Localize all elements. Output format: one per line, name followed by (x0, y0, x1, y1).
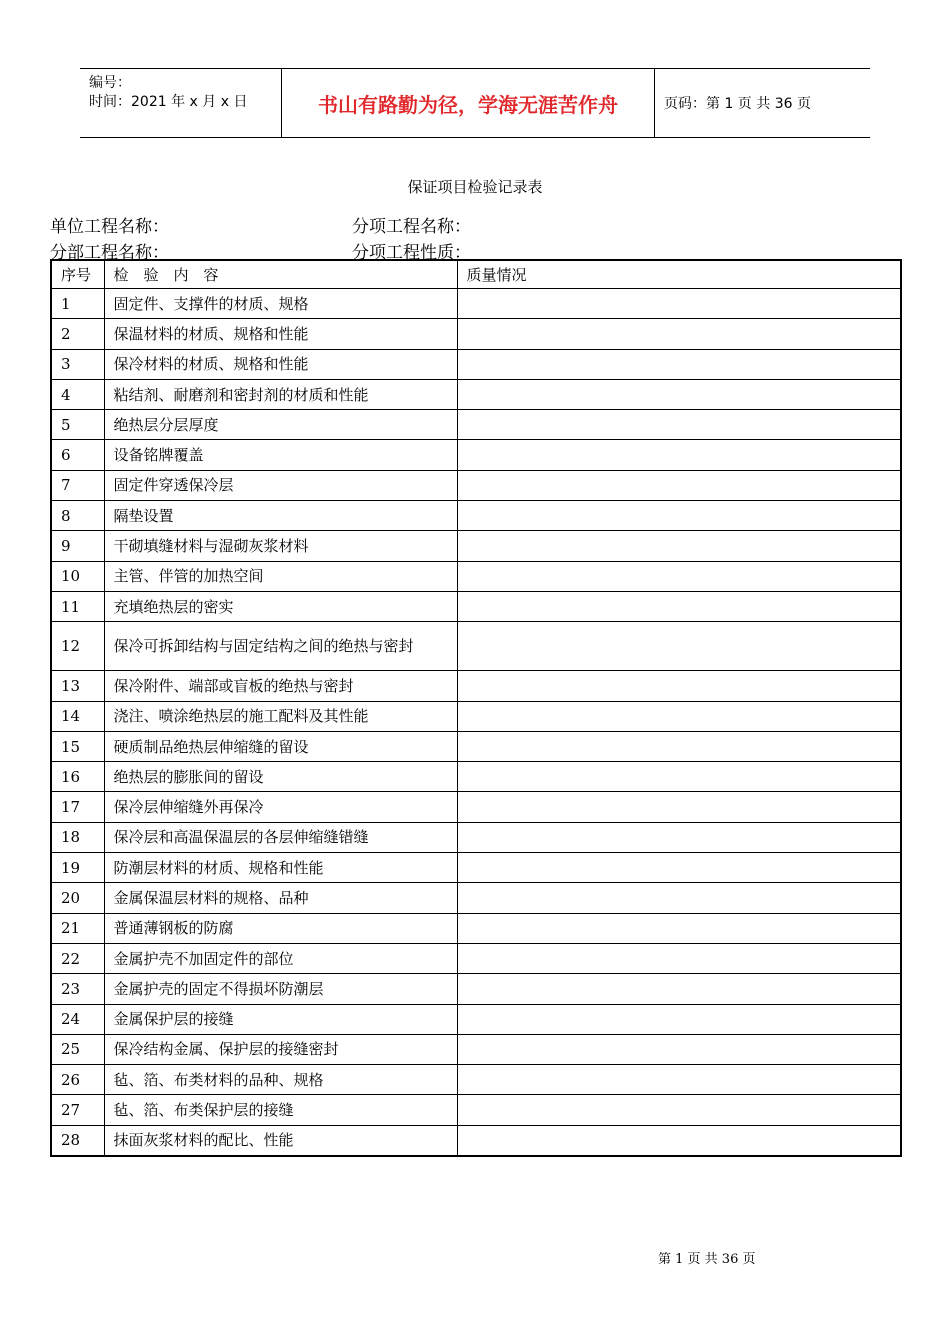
header-divider (654, 69, 655, 137)
row-quality-status[interactable] (457, 1065, 901, 1095)
row-inspection-content: 浇注、喷涂绝热层的施工配料及其性能 (104, 701, 457, 731)
table-row (51, 1095, 901, 1125)
table-row (51, 943, 901, 973)
table-row (51, 591, 901, 621)
row-inspection-content: 普通薄钢板的防腐 (104, 913, 457, 943)
row-inspection-content: 毡、箔、布类保护层的接缝 (104, 1095, 457, 1125)
row-inspection-content: 绝热层分层厚度 (104, 410, 457, 440)
table-row (51, 622, 901, 671)
row-quality-status[interactable] (457, 349, 901, 379)
table-row (51, 913, 901, 943)
row-number: 27 (51, 1095, 104, 1125)
header-left-cell (80, 69, 280, 137)
number-label: 编号： (89, 75, 131, 91)
row-quality-status[interactable] (457, 701, 901, 731)
table-row (51, 289, 901, 319)
row-inspection-content: 保冷层伸缩缝外再保冷 (104, 792, 457, 822)
table-row (51, 853, 901, 883)
row-inspection-content: 抹面灰浆材料的配比、性能 (104, 1125, 457, 1156)
row-quality-status[interactable] (457, 622, 901, 671)
row-inspection-content: 固定件穿透保冷层 (104, 470, 457, 500)
table-header-row (51, 260, 901, 289)
table-row (51, 671, 901, 701)
row-quality-status[interactable] (457, 561, 901, 591)
row-number: 28 (51, 1125, 104, 1156)
table-row (51, 731, 901, 761)
row-number: 20 (51, 883, 104, 913)
row-quality-status[interactable] (457, 792, 901, 822)
row-inspection-content: 硬质制品绝热层伸缩缝的留设 (104, 731, 457, 761)
sub-item-nature-label: 分项工程性质： (352, 243, 471, 263)
table-row (51, 410, 901, 440)
row-number: 24 (51, 1004, 104, 1034)
row-quality-status[interactable] (457, 883, 901, 913)
row-quality-status[interactable] (457, 1034, 901, 1064)
table-row (51, 561, 901, 591)
page-footer: 第 1 页 共 36 页 (658, 1252, 756, 1267)
row-number: 22 (51, 943, 104, 973)
row-number: 5 (51, 410, 104, 440)
row-inspection-content: 固定件、支撑件的材质、规格 (104, 289, 457, 319)
row-inspection-content: 保冷可拆卸结构与固定结构之间的绝热与密封 (104, 622, 457, 671)
row-quality-status[interactable] (457, 440, 901, 470)
row-number: 9 (51, 531, 104, 561)
row-number: 3 (51, 349, 104, 379)
row-quality-status[interactable] (457, 974, 901, 1004)
table-row (51, 1125, 901, 1156)
row-inspection-content: 保冷材料的材质、规格和性能 (104, 349, 457, 379)
table-row (51, 883, 901, 913)
row-number: 18 (51, 822, 104, 852)
table-row (51, 470, 901, 500)
row-quality-status[interactable] (457, 671, 901, 701)
row-quality-status[interactable] (457, 319, 901, 349)
row-number: 14 (51, 701, 104, 731)
row-quality-status[interactable] (457, 731, 901, 761)
document-title: 保证项目检验记录表 (407, 178, 543, 196)
page-header (80, 68, 870, 138)
row-number: 11 (51, 591, 104, 621)
row-inspection-content: 保冷附件、端部或盲板的绝热与密封 (104, 671, 457, 701)
table-row (51, 501, 901, 531)
table-row (51, 379, 901, 409)
row-inspection-content: 粘结剂、耐磨剂和密封剂的材质和性能 (104, 379, 457, 409)
row-number: 21 (51, 913, 104, 943)
sub-item-project-label: 分项工程名称： (352, 217, 471, 237)
row-number: 1 (51, 289, 104, 319)
row-quality-status[interactable] (457, 1095, 901, 1125)
table-row (51, 822, 901, 852)
table-row (51, 974, 901, 1004)
row-number: 19 (51, 853, 104, 883)
row-number: 17 (51, 792, 104, 822)
row-inspection-content: 干砌填缝材料与湿砌灰浆材料 (104, 531, 457, 561)
row-number: 10 (51, 561, 104, 591)
table-row (51, 701, 901, 731)
row-quality-status[interactable] (457, 501, 901, 531)
row-inspection-content: 主管、伴管的加热空间 (104, 561, 457, 591)
table-row (51, 792, 901, 822)
row-inspection-content: 保冷结构金属、保护层的接缝密封 (104, 1034, 457, 1064)
row-inspection-content: 金属护壳不加固定件的部位 (104, 943, 457, 973)
row-quality-status[interactable] (457, 410, 901, 440)
table-row (51, 1065, 901, 1095)
row-quality-status[interactable] (457, 531, 901, 561)
row-inspection-content: 充填绝热层的密实 (104, 591, 457, 621)
row-quality-status[interactable] (457, 762, 901, 792)
row-quality-status[interactable] (457, 379, 901, 409)
row-number: 4 (51, 379, 104, 409)
row-inspection-content: 绝热层的膨胀间的留设 (104, 762, 457, 792)
row-number: 26 (51, 1065, 104, 1095)
row-quality-status[interactable] (457, 470, 901, 500)
row-number: 16 (51, 762, 104, 792)
header-page-info: 页码：第 1 页 共 36 页 (664, 96, 811, 112)
row-inspection-content: 设备铭牌覆盖 (104, 440, 457, 470)
row-number: 25 (51, 1034, 104, 1064)
row-quality-status[interactable] (457, 943, 901, 973)
time-label: 时间：2021 年 x 月 x 日 (89, 94, 248, 110)
row-number: 6 (51, 440, 104, 470)
row-number: 15 (51, 731, 104, 761)
row-inspection-content: 金属护壳的固定不得损坏防潮层 (104, 974, 457, 1004)
row-number: 2 (51, 319, 104, 349)
row-number: 23 (51, 974, 104, 1004)
row-number: 7 (51, 470, 104, 500)
row-number: 8 (51, 501, 104, 531)
table-row (51, 762, 901, 792)
row-inspection-content: 保温材料的材质、规格和性能 (104, 319, 457, 349)
row-inspection-content: 防潮层材料的材质、规格和性能 (104, 853, 457, 883)
unit-project-label: 单位工程名称： (50, 217, 169, 237)
table-row (51, 349, 901, 379)
row-inspection-content: 毡、箔、布类材料的品种、规格 (104, 1065, 457, 1095)
row-inspection-content: 保冷层和高温保温层的各层伸缩缝错缝 (104, 822, 457, 852)
table-row (51, 531, 901, 561)
row-quality-status[interactable] (457, 913, 901, 943)
header-quality: 质量情况 (457, 260, 901, 289)
row-quality-status[interactable] (457, 289, 901, 319)
table-row (51, 1034, 901, 1064)
row-quality-status[interactable] (457, 822, 901, 852)
table-row (51, 1004, 901, 1034)
table-row (51, 319, 901, 349)
header-seq: 序号 (51, 260, 104, 289)
row-number: 13 (51, 671, 104, 701)
row-quality-status[interactable] (457, 1125, 901, 1156)
row-quality-status[interactable] (457, 1004, 901, 1034)
table-row (51, 440, 901, 470)
row-number: 12 (51, 622, 104, 671)
motto-text: 书山有路勤为径，学海无涯苦作舟 (318, 92, 618, 117)
inspection-table (50, 259, 902, 1157)
sub-part-project-label: 分部工程名称： (50, 243, 169, 263)
header-content: 检 验 内 容 (104, 260, 457, 289)
row-inspection-content: 金属保护层的接缝 (104, 1004, 457, 1034)
row-inspection-content: 金属保温层材料的规格、品种 (104, 883, 457, 913)
row-quality-status[interactable] (457, 853, 901, 883)
row-quality-status[interactable] (457, 591, 901, 621)
row-inspection-content: 隔垫设置 (104, 501, 457, 531)
